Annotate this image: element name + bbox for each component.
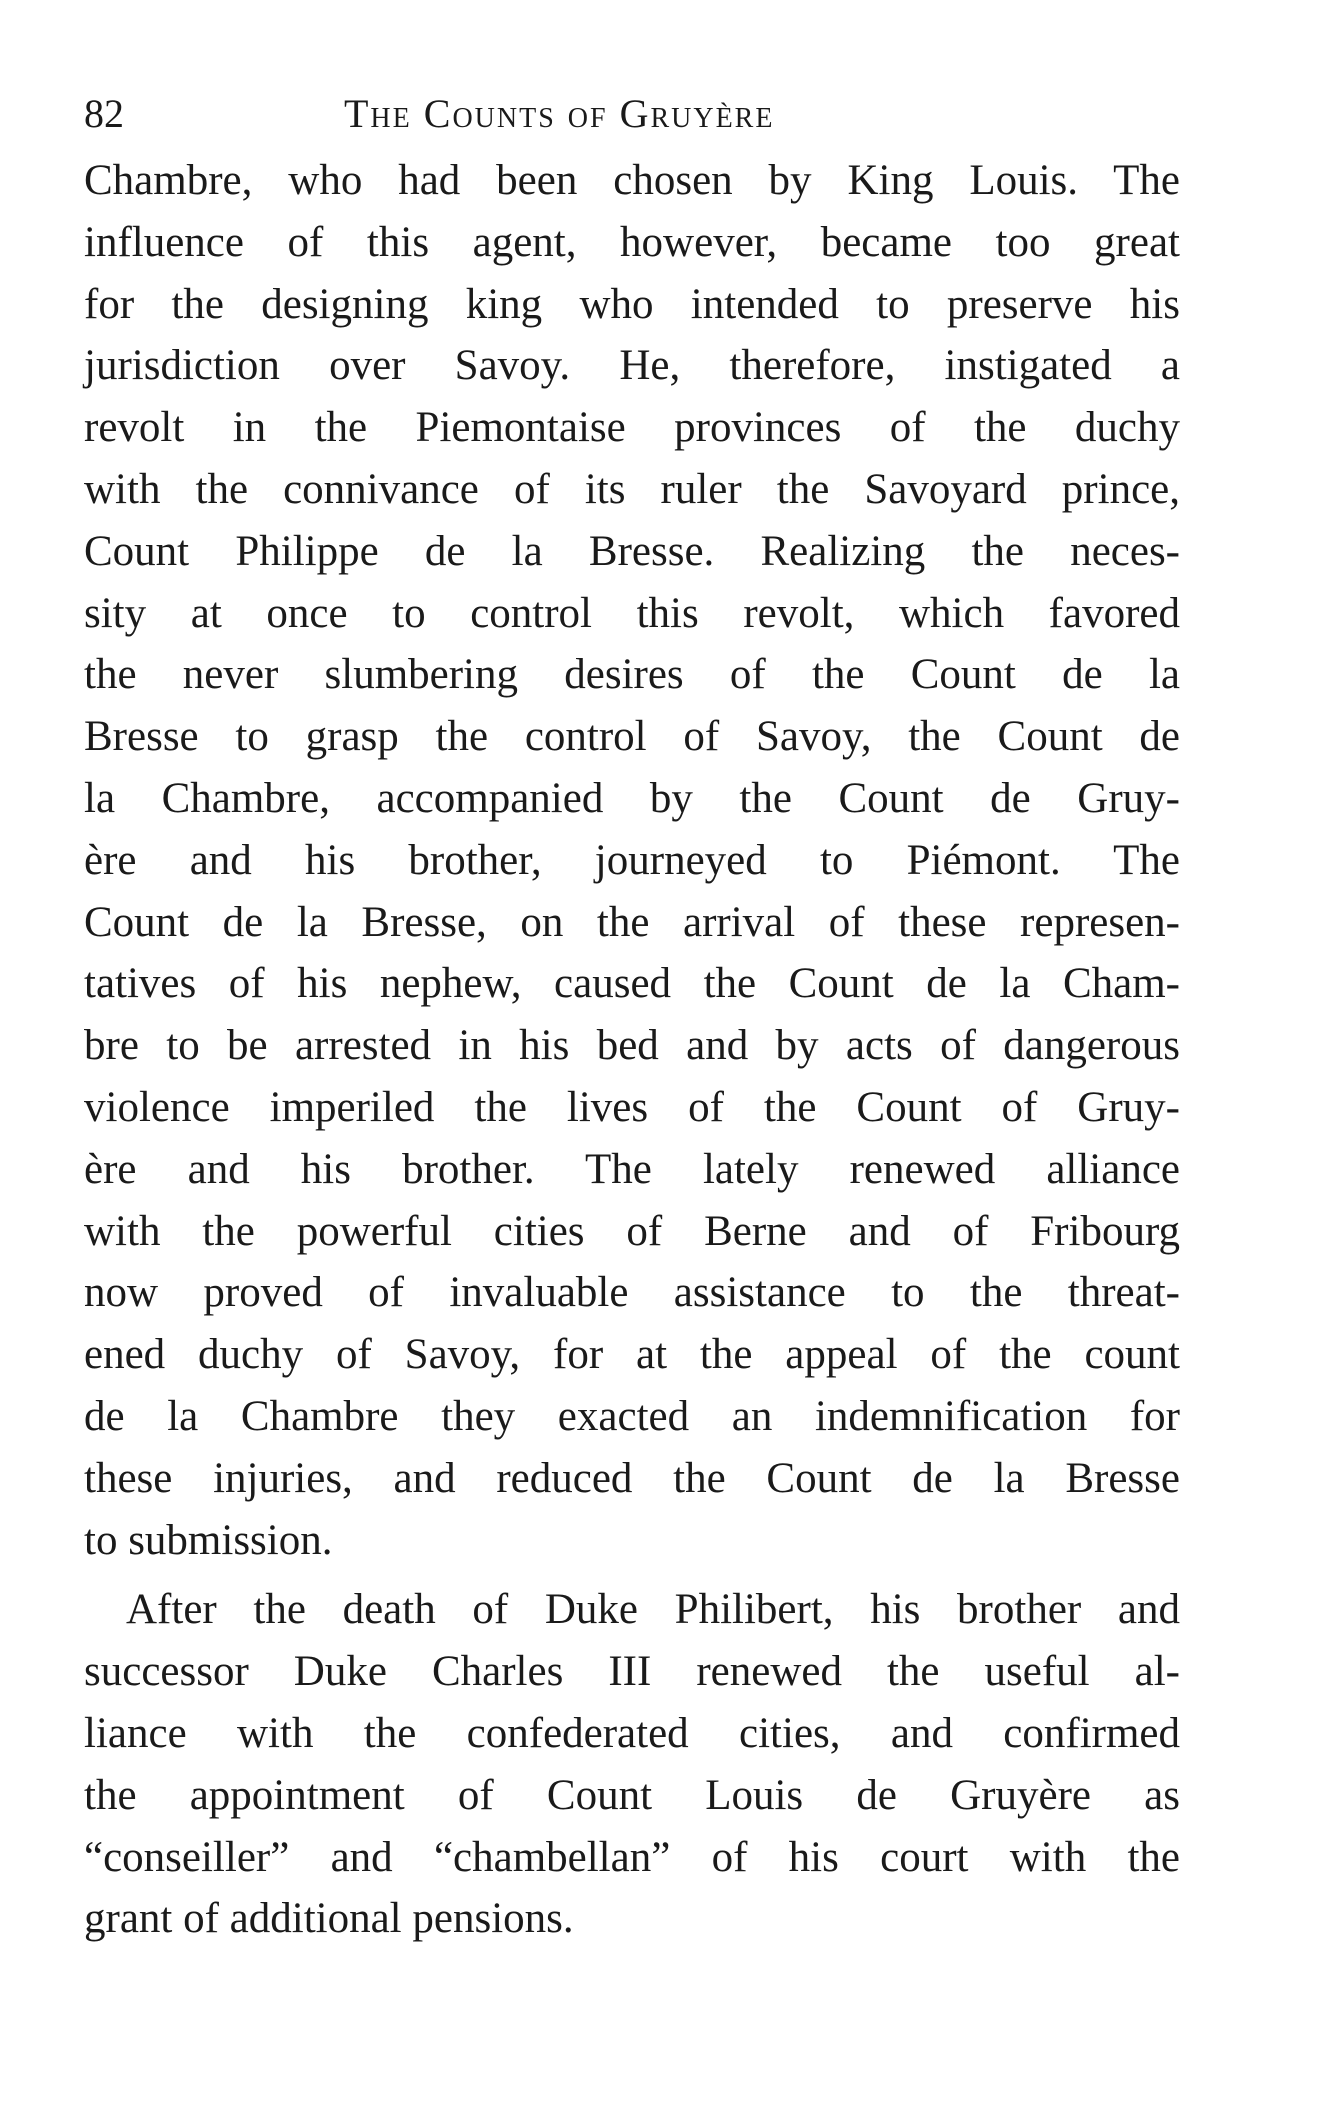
page-number: 82	[84, 91, 124, 136]
text-line: Count de la Bresse, on the arrival of these represen-	[84, 898, 1180, 946]
text-line: Count Philippe de la Bresse. Realizing the neces-	[84, 527, 1180, 575]
text-line: Bresse to grasp the control of Savoy, the Count de	[84, 713, 1180, 761]
text-line: Chambre, who had been chosen by King Louis. The	[84, 157, 1180, 204]
text-line: grant of additional pensions.	[84, 1895, 574, 1943]
text-line: for the designing king who intended to preserve his	[84, 280, 1180, 328]
paragraph-1	[84, 150, 1180, 1571]
text-line: tatives of his nephew, caused the Count de la Cham-	[84, 960, 1180, 1008]
text-line: with the connivance of its ruler the Savoyard prince,	[84, 465, 1180, 513]
text-line: liance with the confederated cities, and confirmed	[84, 1709, 1180, 1757]
text-line: “conseiller” and “chambellan” of his court with the	[84, 1833, 1180, 1881]
text-line: de la Chambre they exacted an indemnification for	[84, 1392, 1180, 1440]
text-line: bre to be arrested in his bed and by acts of dangerous	[84, 1022, 1180, 1070]
paragraph-2	[84, 1579, 1180, 1950]
text-line: successor Duke Charles III renewed the useful al-	[84, 1648, 1180, 1696]
text-line: these injuries, and reduced the Count de la Bresse	[84, 1454, 1180, 1502]
text-line: revolt in the Piemontaise provinces of the duchy	[84, 404, 1180, 452]
text-line: ère and his brother, journeyed to Piémont. The	[84, 836, 1180, 884]
text-line: ened duchy of Savoy, for at the appeal of the count	[84, 1331, 1180, 1379]
text-line: now proved of invaluable assistance to the threat-	[84, 1269, 1180, 1317]
text-line: violence imperiled the lives of the Count of Gruy-	[84, 1083, 1180, 1131]
text-line: sity at once to control this revolt, which favored	[84, 589, 1180, 637]
text-line: ère and his brother. The lately renewed alliance	[84, 1145, 1180, 1193]
book-page	[84, 88, 1180, 1950]
text-line: After the death of Duke Philibert, his brother and	[126, 1586, 1180, 1634]
text-line: the appointment of Count Louis de Gruyère as	[84, 1771, 1180, 1819]
text-line: jurisdiction over Savoy. He, therefore, instigated a	[84, 342, 1180, 390]
text-line: the never slumbering desires of the Count de la	[84, 651, 1180, 699]
text-line: with the powerful cities of Berne and of Fribourg	[84, 1207, 1180, 1255]
text-line: influence of this agent, however, became too great	[84, 218, 1180, 266]
text-line: la Chambre, accompanied by the Count de Gruy-	[84, 774, 1180, 822]
text-line: to submission.	[84, 1516, 333, 1564]
page-header	[84, 88, 1180, 150]
running-head: The Counts of Gruyère	[344, 91, 775, 136]
